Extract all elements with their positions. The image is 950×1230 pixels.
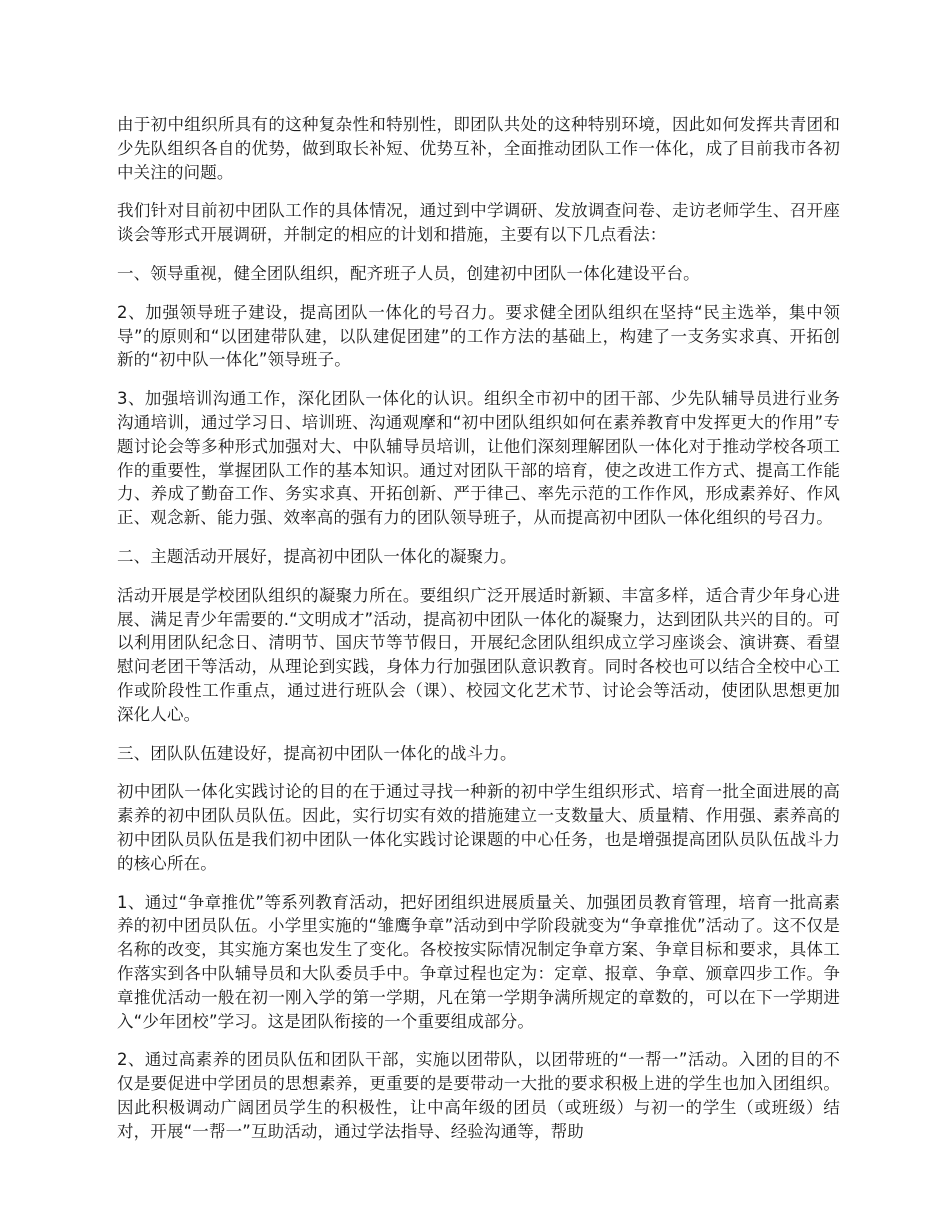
paragraph-activities: 活动开展是学校团队组织的凝聚力所在。要组织广泛开展适时新颖、丰富多样，适合青少年身心进展、满足青少年需要的.“文明成才”活动，提高初中团队一体化的凝聚力，达到团队共兴的目的。可以利用团队纪念日、清明节、国庆节等节假日，开展纪念团队组织成立学习座谈会、演讲赛、看望慰问老团干等活动，从理论到实践，身体力行加强团队意识教育。同时各校也可以结合全校中心工作或阶段性工作重点，通过进行班队会（课）、校园文化艺术节、讨论会等活动，使团队思想更加深化人心。 <box>117 585 840 724</box>
paragraph-intro: 由于初中组织所具有的这种复杂性和特别性，即团队共处的这种特别环境，因此如何发挥共青团和少先队组织各自的优势，做到取长补短、优势互补，全面推动团队工作一体化，成了目前我市各初中关注的问题。 <box>117 115 840 182</box>
document-body <box>117 113 840 1158</box>
section-heading-1: 一、领导重视，健全团队组织，配齐班子人员，创建初中团队一体化建设平台。 <box>117 263 700 283</box>
paragraph-training: 3、加强培训沟通工作，深化团队一体化的认识。组织全市初中的团干部、少先队辅导员进行业务沟通培训，通过学习日、培训班、沟通观摩和“初中团队组织如何在素养教育中发挥更大的作用”专题讨论会等多种形式加强对大、中队辅导员培训，让他们深刻理解团队一体化对于推动学校各项工作的重要性，掌握团队工作的基本知识。通过对团队干部的培育，使之改进工作方式、提高工作能力、养成了勤奋工作、务实求真、开拓创新、严于律己、率先示范的工作作风，形成素养好、作风正、观念新、能力强、效率高的强有力的团队领导班子，从而提高初中团队一体化组织的号召力。 <box>117 389 840 528</box>
paragraph-mentoring: 2、通过高素养的团员队伍和团队干部，实施以团带队，以团带班的“一帮一”活动。入团的目的不仅是要促进中学团员的思想素养，更重要的是要带动一大批的要求积极上进的学生也加入团组织。因此积极调动广阔团员学生的积极性，让中高年级的团员（或班级）与初一的学生（或班级）结对，开展“一帮一”互助活动，通过学法指导、经验沟通等，帮助 <box>117 1050 840 1141</box>
paragraph-badge-activity: 1、通过“争章推优”等系列教育活动，把好团组织进展质量关、加强团员教育管理，培育一批高素养的初中团员队伍。小学里实施的“雏鹰争章”活动到中学阶段就变为“争章推优”活动了。这不仅是名称的改变，其实施方案也发生了变化。各校按实际情况制定争章方案、争章目标和要求，具体工作落实到各中队辅导员和大队委员手中。争章过程也定为：定章、报章、争章、颁章四步工作。争章推优活动一般在初一刚入学的第一学期，凡在第一学期争满所规定的章数的，可以在下一学期进入“少年团校”学习。这是团队衔接的一个重要组成部分。 <box>117 892 840 1031</box>
paragraph-research: 我们针对目前初中团队工作的具体情况，通过到中学调研、发放调查问卷、走访老师学生、召开座谈会等形式开展调研，并制定的相应的计划和措施，主要有以下几点看法： <box>117 201 840 245</box>
section-heading-3: 三、团队队伍建设好，提高初中团队一体化的战斗力。 <box>117 743 517 763</box>
paragraph-team-building: 初中团队一体化实践讨论的目的在于通过寻找一种新的初中学生组织形式、培育一批全面进展的高素养的初中团队员队伍。因此，实行切实有效的措施建立一支数量大、质量精、作用强、素养高的初中团队员队伍是我们初中团队一体化实践讨论课题的中心任务，也是增强提高团队员队伍战斗力的核心所在。 <box>117 782 840 873</box>
section-heading-2: 二、主题活动开展好，提高初中团队一体化的凝聚力。 <box>117 546 517 566</box>
paragraph-leadership: 2、加强领导班子建设，提高团队一体化的号召力。要求健全团队组织在坚持“民主选举，集中领导”的原则和“以团建带队建，以队建促团建”的工作方法的基础上，构建了一支务实求真、开拓创新的“初中队一体化”领导班子。 <box>117 302 840 370</box>
